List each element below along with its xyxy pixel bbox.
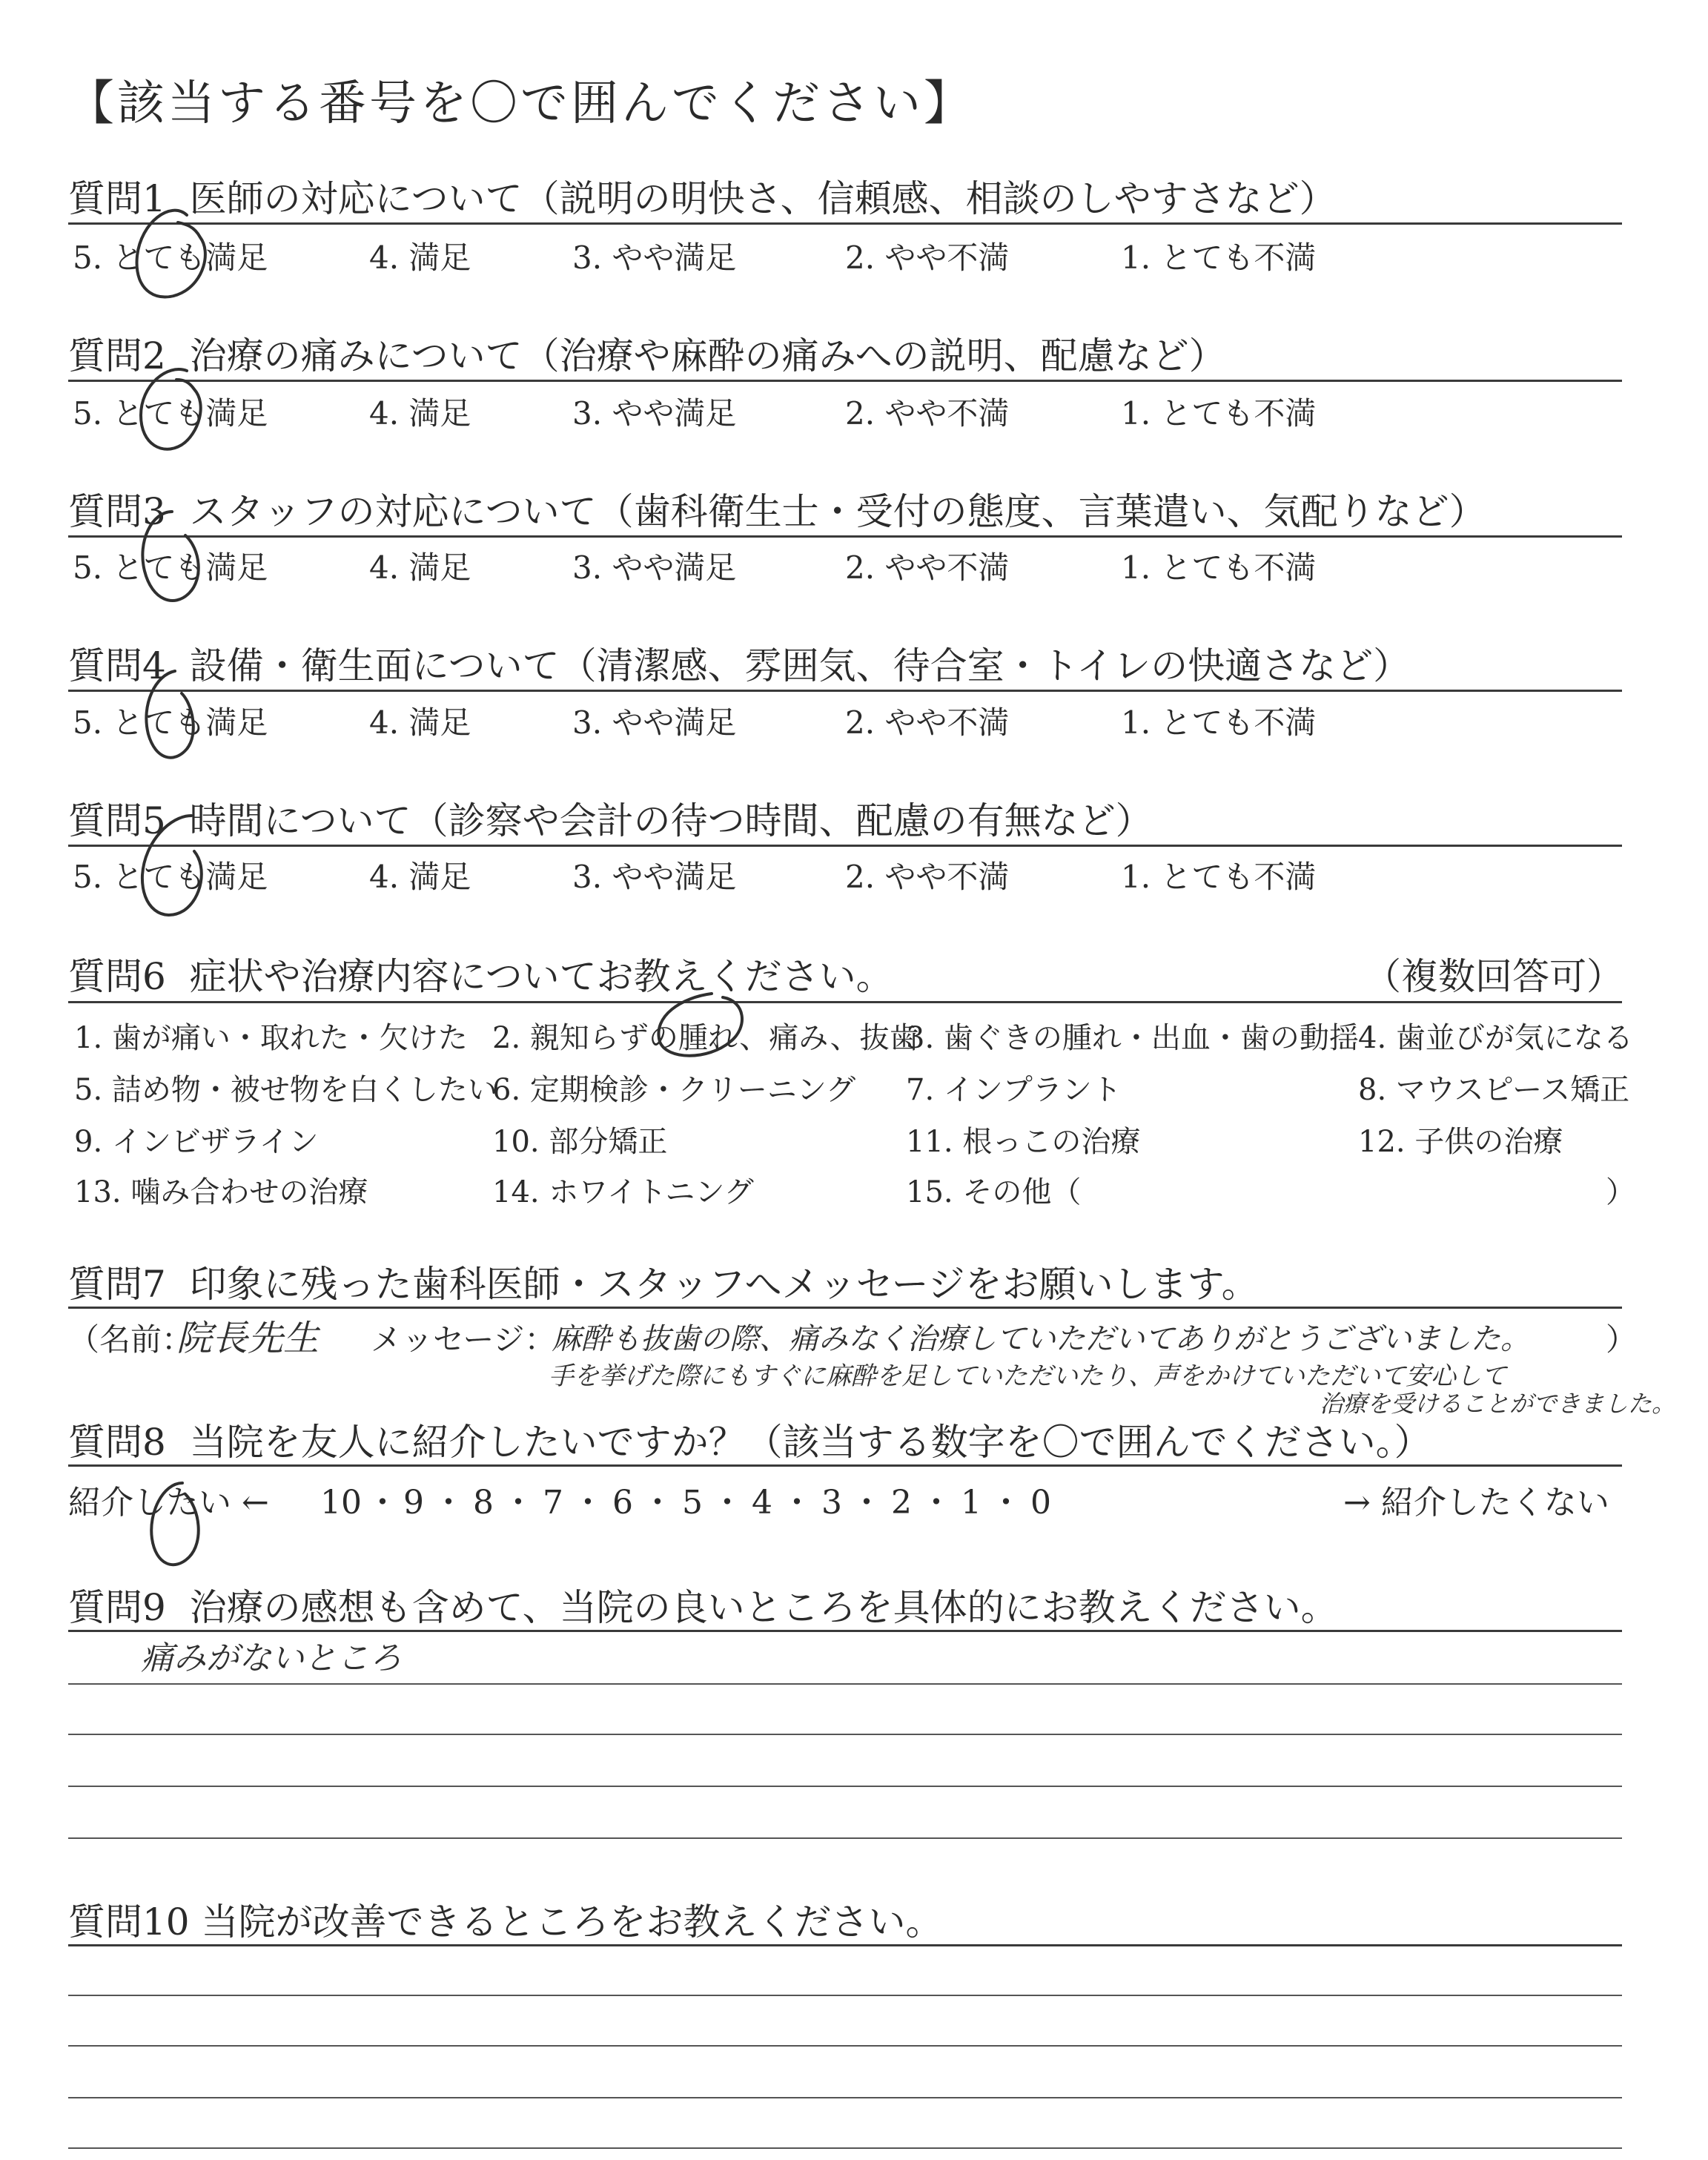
q4-text: 設備・衛生面について（清潔感、雰囲気、待合室・トイレの快適さなど） [189,644,1411,687]
q2-option-3[interactable]: 3. やや満足 [572,395,737,432]
q8-title [68,1413,1431,1466]
q10-text: 当院が改善できるところをお教えください。 [201,1900,943,1943]
q6-note: （複数回答可） [1364,955,1623,998]
q5-text: 時間について（診察や会計の待つ時間、配慮の有無など） [189,799,1153,842]
q5-title [68,791,1153,845]
q8-scale-1[interactable]: 1 [961,1484,982,1522]
q7-message-label: メッセージ： [371,1321,556,1358]
q8-scale-10[interactable]: 10 [320,1484,362,1522]
q2-label: 質問2 [68,334,166,377]
q6-option-15[interactable]: 15. その他（ [906,1175,1082,1209]
q6-option-2[interactable]: 2. 親知らずの腫れ、痛み、抜歯 [492,1021,919,1055]
q1-label: 質問1 [68,177,166,220]
q8-left-label[interactable]: 紹介したい ← [68,1484,269,1522]
q1-option-2[interactable]: 2. やや不満 [845,240,1010,276]
q9-label: 質問9 [68,1586,166,1629]
q3-label: 質問3 [68,490,166,533]
q1-rule [68,222,1622,225]
q1-option-3[interactable]: 3. やや満足 [572,240,737,276]
q3-title [68,482,1486,535]
q8-scale-0[interactable]: 0 [1030,1484,1051,1522]
q8-label: 質問8 [68,1421,166,1464]
q6-option-7[interactable]: 7. インプラント [906,1073,1122,1107]
q8-right-label[interactable]: → 紹介したくない [1343,1484,1609,1522]
q6-option-3[interactable]: 3. 歯ぐきの腫れ・出血・歯の動揺 [906,1021,1359,1055]
q9-answer-line-1 [68,1683,1622,1685]
q5-rule [68,845,1622,847]
q10-label: 質問10 [68,1900,190,1943]
q6-title [68,947,893,1000]
q8-scale-7[interactable]: 7 [543,1484,563,1522]
q1-option-1[interactable]: 1. とても不満 [1121,240,1317,276]
q6-option-13[interactable]: 13. 噛み合わせの治療 [74,1175,368,1209]
q4-option-2[interactable]: 2. やや不満 [845,704,1010,741]
q4-option-5[interactable]: 5. とても満足 [73,704,268,741]
q10-answer-line-2 [68,2045,1622,2047]
q9-answer[interactable]: 痛みがないところ [141,1639,402,1677]
q10-rule [68,1944,1622,1946]
q2-text: 治療の痛みについて（治療や麻酔の痛みへの説明、配慮など） [189,334,1226,377]
page-title: 【該当する番号を〇で囲んでください】 [67,76,974,131]
q7-close-paren: ） [1606,1321,1638,1358]
q7-rule [68,1307,1622,1309]
q7-message-line-1: 麻酔も抜歯の際、痛みなく治療していただいてありがとうございました。 [552,1322,1530,1356]
q3-option-1[interactable]: 1. とても不満 [1121,549,1317,586]
q1-option-4[interactable]: 4. 満足 [369,240,471,276]
q5-option-2[interactable]: 2. やや不満 [845,859,1010,895]
q9-answer-line-2 [68,1734,1622,1735]
q7-title [68,1255,1259,1308]
q4-option-4[interactable]: 4. 満足 [369,704,471,741]
q3-option-4[interactable]: 4. 満足 [369,549,471,586]
q6-rule [68,1001,1622,1003]
q2-option-4[interactable]: 4. 満足 [369,395,471,432]
q4-option-3[interactable]: 3. やや満足 [572,704,737,741]
q3-option-3[interactable]: 3. やや満足 [572,549,737,586]
q6-option-5[interactable]: 5. 詰め物・被せ物を白くしたい [74,1073,497,1107]
q1-title [68,169,1337,222]
q5-option-1[interactable]: 1. とても不満 [1121,859,1317,895]
q5-option-5[interactable]: 5. とても満足 [73,859,268,895]
q7-label: 質問7 [68,1263,166,1306]
q6-option-14[interactable]: 14. ホワイトニング [492,1175,754,1209]
q9-text: 治療の感想も含めて、当院の良いところを具体的にお教えください。 [189,1586,1338,1629]
q6-option-1[interactable]: 1. 歯が痛い・取れた・欠けた [74,1021,468,1055]
q6-option-4[interactable]: 4. 歯並びが気になる [1358,1021,1633,1055]
q8-scale-8[interactable]: 8 [473,1484,494,1522]
q3-text: スタッフの対応について（歯科衛生士・受付の態度、言葉遣い、気配りなど） [189,490,1486,533]
q10-answer-line-1 [68,1995,1622,1996]
q6-option-10[interactable]: 10. 部分矯正 [492,1125,668,1159]
q6-option-6[interactable]: 6. 定期検診・クリーニング [492,1073,856,1107]
q9-answer-line-3 [68,1786,1622,1787]
q5-option-3[interactable]: 3. やや満足 [572,859,737,895]
q6-option-11[interactable]: 11. 根っこの治療 [906,1125,1141,1159]
q4-rule [68,690,1622,692]
q3-option-5[interactable]: 5. とても満足 [73,549,268,586]
q7-message-line-3: 治療を受けることができました。 [1320,1390,1676,1418]
q1-option-5[interactable]: 5. とても満足 [73,240,268,276]
q4-title [68,636,1410,690]
q8-rule [68,1464,1622,1467]
q4-option-1[interactable]: 1. とても不満 [1121,704,1317,741]
q7-text: 印象に残った歯科医師・スタッフへメッセージをお願いします。 [189,1263,1259,1306]
q6-label: 質問6 [68,955,166,998]
q10-answer-line-4 [68,2147,1622,2149]
q2-option-1[interactable]: 1. とても不満 [1121,395,1317,432]
q8-text: 当院を友人に紹介したいですか？（該当する数字を〇で囲んでください。） [189,1421,1431,1464]
q5-label: 質問5 [68,799,166,842]
q7-name-handwritten: 院長先生 [176,1318,320,1359]
q1-text: 医師の対応について（説明の明快さ、信頼感、相談のしやすさなど） [189,177,1337,220]
q2-option-5[interactable]: 5. とても満足 [73,395,268,432]
q3-option-2[interactable]: 2. やや不満 [845,549,1010,586]
q6-option-9[interactable]: 9. インビザライン [74,1125,319,1159]
q8-scale-3[interactable]: 3 [821,1484,842,1522]
q8-scale-5[interactable]: 5 [682,1484,703,1522]
q6-option-8[interactable]: 8. マウスピース矯正 [1358,1073,1630,1107]
q4-label: 質問4 [68,644,166,687]
q6-option-15-close: ） [1606,1175,1635,1209]
q5-option-4[interactable]: 4. 満足 [369,859,471,895]
q9-answer-line-4 [68,1837,1622,1839]
q2-option-2[interactable]: 2. やや不満 [845,395,1010,432]
q9-title [68,1578,1338,1631]
q2-title [68,326,1226,380]
q7-message-line-2: 手を挙げた際にもすぐに麻酔を足していただいたり、声をかけていただいて安心して [549,1361,1506,1391]
q8-scale-2[interactable]: 2 [891,1484,912,1522]
q10-title [68,1892,943,1946]
q8-scale-6[interactable]: 6 [612,1484,633,1522]
q10-answer-line-3 [68,2097,1622,2098]
q8-scale-4[interactable]: 4 [752,1484,772,1522]
q6-option-12[interactable]: 12. 子供の治療 [1358,1125,1563,1159]
q7-name-label: （名前： [68,1321,193,1358]
q3-rule [68,535,1622,538]
q2-rule [68,380,1622,382]
q6-text: 症状や治療内容についてお教えください。 [189,955,893,998]
q8-scale-9[interactable]: 9 [403,1484,424,1522]
q8-scale: 10 ・ 9 ・ 8 ・ 7 ・ 6 ・ 5 ・ 4 ・ 3 ・ 2 ・ 1 ・ 0 [320,1484,1051,1522]
